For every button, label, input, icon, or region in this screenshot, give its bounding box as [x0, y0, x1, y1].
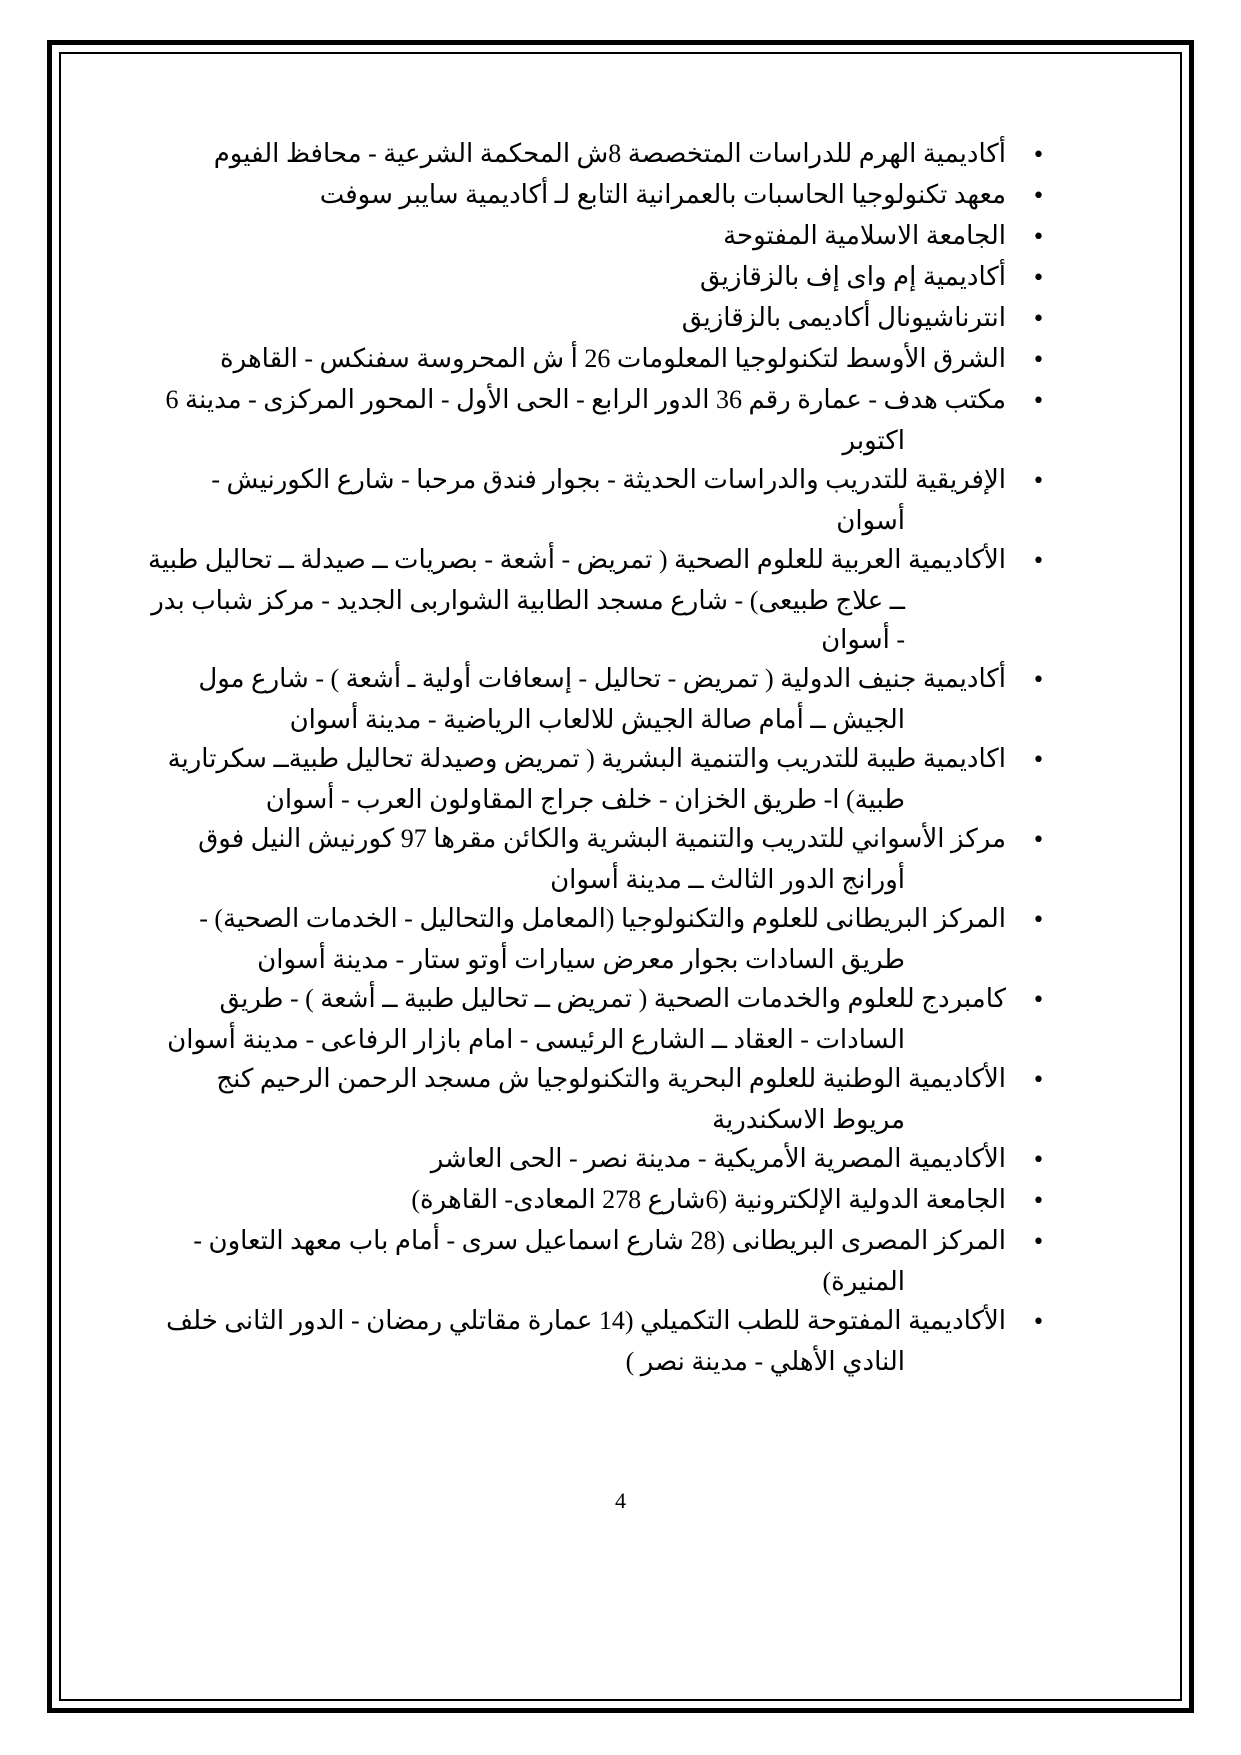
- page-number: 4: [615, 1488, 626, 1513]
- bullet-icon: •: [1032, 668, 1045, 693]
- list-item: [146, 739, 1080, 819]
- bullet-icon: •: [1032, 348, 1045, 373]
- bullet-icon: •: [1032, 184, 1045, 209]
- list-item: [146, 380, 1080, 460]
- list-item-text: كامبردج للعلوم والخدمات الصحية ( تمريض ــ تحاليل طبية ــ أشعة ) - طريق السادات - العقاد ــ الشارع الرئيسى - امام بازار الرفاعى - مدينة أسوان: [167, 984, 1007, 1054]
- bullet-icon: •: [1032, 1230, 1045, 1255]
- list-item-text: الجامعة الاسلامية المفتوحة: [723, 221, 1007, 250]
- list-item-text: اكاديمية طيبة للتدريب والتنمية البشرية ( تمريض وصيدلة تحاليل طبيةــ سكرتارية طبية) ا- طريق الخزان - خلف جراج المقاولون العرب - أسوان: [167, 744, 1007, 814]
- list-item: [146, 460, 1080, 540]
- page-border-outer: [47, 40, 1194, 1713]
- list-item: [146, 257, 1080, 298]
- list-item: [146, 1139, 1080, 1180]
- list-item: [146, 1221, 1080, 1301]
- list-item-text: الجامعة الدولية الإلكترونية (6شارع 278 المعادى- القاهرة): [411, 1185, 1007, 1214]
- bullet-icon: •: [1032, 828, 1045, 853]
- list-item-text: أكاديمية إم واى إف بالزقازيق: [699, 262, 1007, 291]
- list-item-text: مكتب هدف - عمارة رقم 36 الدور الرابع - الحى الأول - المحور المركزى - مدينة 6 اكتوبر: [165, 385, 1007, 455]
- list-item-text: أكاديمية جنيف الدولية ( تمريض - تحاليل - إسعافات أولية ـ أشعة ) - شارع مول الجيش ــ أمام صالة الجيش للالعاب الرياضية - مدينة أسوان: [198, 664, 1007, 734]
- bullet-icon: •: [1032, 389, 1045, 414]
- page-border-inner: [59, 52, 1182, 1701]
- list-item-text: الأكاديمية العربية للعلوم الصحية ( تمريض - أشعة - بصريات ــ صيدلة ــ تحاليل طبية ــ علاج طبيعى) - شارع مسجد الطابية الشواربى الجديد - مركز شباب بدر - أسوان: [147, 545, 1007, 654]
- list-item: [146, 175, 1080, 216]
- bullet-icon: •: [1032, 469, 1045, 494]
- list-item: [146, 1059, 1080, 1139]
- list-item-text: انترناشيونال أكاديمى بالزقازيق: [681, 303, 1007, 332]
- list-item: [146, 1180, 1080, 1221]
- bullet-icon: •: [1032, 1068, 1045, 1093]
- list-item: [146, 216, 1080, 257]
- bulleted-list: [146, 134, 1080, 1381]
- bullet-icon: •: [1032, 143, 1045, 168]
- list-item-text: معهد تكنولوجيا الحاسبات بالعمرانية التابع لـ أكاديمية سايبر سوفت: [319, 180, 1007, 209]
- list-item-text: الأكاديمية المصرية الأمريكية - مدينة نصر - الحى العاشر: [430, 1144, 1007, 1173]
- list-item-text: أكاديمية الهرم للدراسات المتخصصة 8ش المحكمة الشرعية - محافظ الفيوم: [213, 139, 1007, 168]
- list-item-text: المركز البريطانى للعلوم والتكنولوجيا (المعامل والتحاليل - الخدمات الصحية) - طريق السادات بجوار معرض سيارات أوتو ستار - مدينة أسوان: [199, 904, 1007, 974]
- list-item: [146, 339, 1080, 380]
- bullet-icon: •: [1032, 225, 1045, 250]
- bullet-icon: •: [1032, 1310, 1045, 1335]
- bullet-icon: •: [1032, 549, 1045, 574]
- list-item: [146, 540, 1080, 659]
- bullet-icon: •: [1032, 748, 1045, 773]
- bullet-icon: •: [1032, 1148, 1045, 1173]
- list-item-text: الأكاديمية الوطنية للعلوم البحرية والتكنولوجيا ش مسجد الرحمن الرحيم كنج مريوط الاسكندرية: [216, 1064, 1007, 1134]
- list-item-text: الأكاديمية المفتوحة للطب التكميلي (14 عمارة مقاتلي رمضان - الدور الثانى خلف النادي الأهلي - مدينة نصر ): [166, 1306, 1007, 1376]
- list-item-text: الإفريقية للتدريب والدراسات الحديثة - بجوار فندق مرحبا - شارع الكورنيش - أسوان: [211, 465, 1007, 535]
- list-item: [146, 659, 1080, 739]
- list-item: [146, 298, 1080, 339]
- list-item: [146, 819, 1080, 899]
- list-item: [146, 979, 1080, 1059]
- list-item-text: المركز المصرى البريطانى (28 شارع اسماعيل سرى - أمام باب معهد التعاون - المنيرة): [193, 1226, 1007, 1296]
- list-item-text: مركز الأسواني للتدريب والتنمية البشرية والكائن مقرها 97 كورنيش النيل فوق أورانج الدور الثالث ــ مدينة أسوان: [198, 824, 1007, 894]
- list-item: [146, 1301, 1080, 1381]
- bullet-icon: •: [1032, 908, 1045, 933]
- list-item: [146, 899, 1080, 979]
- bullet-icon: •: [1032, 266, 1045, 291]
- bullet-icon: •: [1032, 1189, 1045, 1214]
- bullet-icon: •: [1032, 988, 1045, 1013]
- list-item: [146, 134, 1080, 175]
- page-content: [61, 54, 1180, 1699]
- bullet-icon: •: [1032, 307, 1045, 332]
- list-item-text: الشرق الأوسط لتكنولوجيا المعلومات 26 أ ش المحروسة سفنكس - القاهرة: [219, 344, 1007, 373]
